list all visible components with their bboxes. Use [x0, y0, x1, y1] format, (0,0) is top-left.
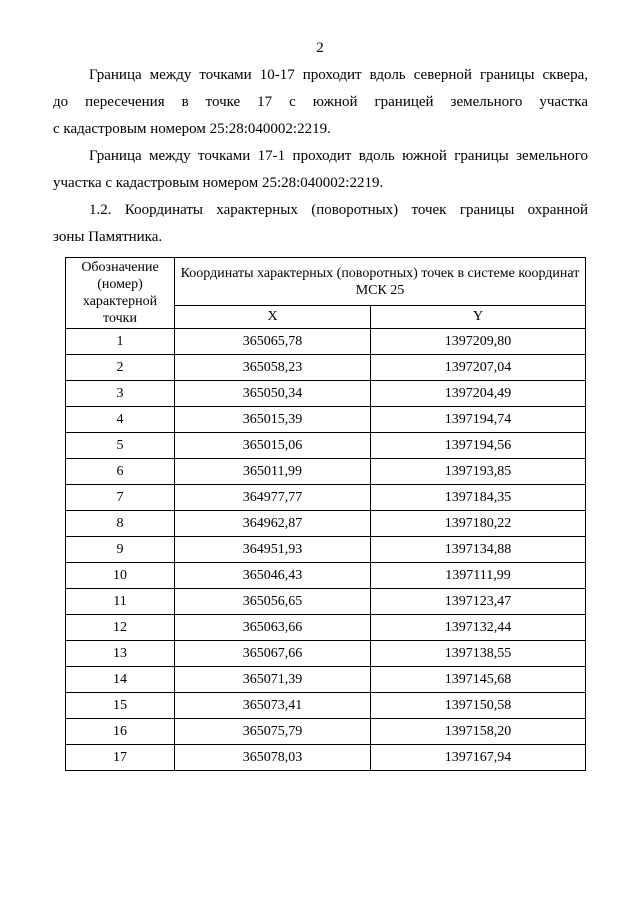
point-number-cell: 2: [66, 355, 175, 381]
y-coordinate-cell: 1397111,99: [371, 563, 586, 589]
table-row: [66, 381, 586, 407]
y-coordinate-cell: 1397145,68: [371, 667, 586, 693]
point-number-cell: 10: [66, 563, 175, 589]
table-row: [66, 433, 586, 459]
x-coordinate-cell: 365067,66: [175, 641, 371, 667]
table-row: [66, 589, 586, 615]
point-number-cell: 14: [66, 667, 175, 693]
paragraph-line: участка с кадастровым номером 25:28:040002:2219.: [53, 175, 384, 191]
paragraph-line: до пересечения в точке 17 с южной границей земельного участка: [53, 94, 588, 110]
y-coordinate-cell: 1397204,49: [371, 381, 586, 407]
point-number-cell: 4: [66, 407, 175, 433]
x-coordinate-cell: 365050,34: [175, 381, 371, 407]
x-coordinate-cell: 365015,06: [175, 433, 371, 459]
y-coordinate-cell: 1397134,88: [371, 537, 586, 563]
paragraph-line: с кадастровым номером 25:28:040002:2219.: [53, 121, 331, 137]
x-coordinate-cell: 365011,99: [175, 459, 371, 485]
x-coordinate-cell: 365056,65: [175, 589, 371, 615]
point-number-cell: 11: [66, 589, 175, 615]
point-number-cell: 9: [66, 537, 175, 563]
x-coordinate-cell: 365078,03: [175, 745, 371, 771]
point-number-cell: 3: [66, 381, 175, 407]
x-coordinate-cell: 365073,41: [175, 693, 371, 719]
paragraph-boundary-17-1: [53, 143, 588, 197]
table-row: [66, 667, 586, 693]
point-number-cell: 8: [66, 511, 175, 537]
paragraph-coordinates-heading: [53, 197, 588, 251]
y-coordinate-cell: 1397193,85: [371, 459, 586, 485]
point-number-cell: 5: [66, 433, 175, 459]
paragraph-boundary-10-17: [53, 62, 588, 143]
x-coordinate-cell: 365075,79: [175, 719, 371, 745]
y-coordinate-cell: 1397167,94: [371, 745, 586, 771]
table-row: [66, 693, 586, 719]
point-number-cell: 13: [66, 641, 175, 667]
table-row: [66, 407, 586, 433]
point-number-cell: 12: [66, 615, 175, 641]
table-row: [66, 615, 586, 641]
table-row: [66, 485, 586, 511]
table-row: [66, 563, 586, 589]
table-row: [66, 745, 586, 771]
x-coordinate-cell: 365058,23: [175, 355, 371, 381]
x-coordinate-cell: 365015,39: [175, 407, 371, 433]
point-number-cell: 1: [66, 329, 175, 355]
header-y: Y: [371, 306, 586, 329]
y-coordinate-cell: 1397150,58: [371, 693, 586, 719]
y-coordinate-cell: 1397132,44: [371, 615, 586, 641]
header-coordinates: Координаты характерных (поворотных) точек в системе координат МСК 25: [175, 258, 586, 306]
table-row: [66, 537, 586, 563]
y-coordinate-cell: 1397138,55: [371, 641, 586, 667]
header-point-designation: Обозначение (номер) характерной точки: [66, 258, 175, 329]
page-number: 2: [316, 40, 324, 56]
y-coordinate-cell: 1397194,74: [371, 407, 586, 433]
point-number-cell: 16: [66, 719, 175, 745]
header-x: X: [175, 306, 371, 329]
coordinates-table: [65, 257, 586, 771]
y-coordinate-cell: 1397207,04: [371, 355, 586, 381]
y-coordinate-cell: 1397194,56: [371, 433, 586, 459]
y-coordinate-cell: 1397209,80: [371, 329, 586, 355]
x-coordinate-cell: 365065,78: [175, 329, 371, 355]
point-number-cell: 7: [66, 485, 175, 511]
table-row: [66, 329, 586, 355]
y-coordinate-cell: 1397184,35: [371, 485, 586, 511]
point-number-cell: 15: [66, 693, 175, 719]
x-coordinate-cell: 365046,43: [175, 563, 371, 589]
x-coordinate-cell: 364951,93: [175, 537, 371, 563]
paragraph-line: зоны Памятника.: [53, 229, 163, 245]
table-row: [66, 719, 586, 745]
table-row: [66, 641, 586, 667]
paragraph-line: Граница между точками 10-17 проходит вдоль северной границы сквера,: [89, 67, 588, 83]
paragraph-line: Граница между точками 17-1 проходит вдоль южной границы земельного: [89, 148, 588, 164]
x-coordinate-cell: 365071,39: [175, 667, 371, 693]
paragraph-line: 1.2. Координаты характерных (поворотных) точек границы охранной: [89, 202, 588, 218]
table-row: [66, 459, 586, 485]
x-coordinate-cell: 364962,87: [175, 511, 371, 537]
point-number-cell: 6: [66, 459, 175, 485]
y-coordinate-cell: 1397158,20: [371, 719, 586, 745]
x-coordinate-cell: 365063,66: [175, 615, 371, 641]
table-row: [66, 355, 586, 381]
y-coordinate-cell: 1397180,22: [371, 511, 586, 537]
y-coordinate-cell: 1397123,47: [371, 589, 586, 615]
table-row: [66, 511, 586, 537]
x-coordinate-cell: 364977,77: [175, 485, 371, 511]
point-number-cell: 17: [66, 745, 175, 771]
